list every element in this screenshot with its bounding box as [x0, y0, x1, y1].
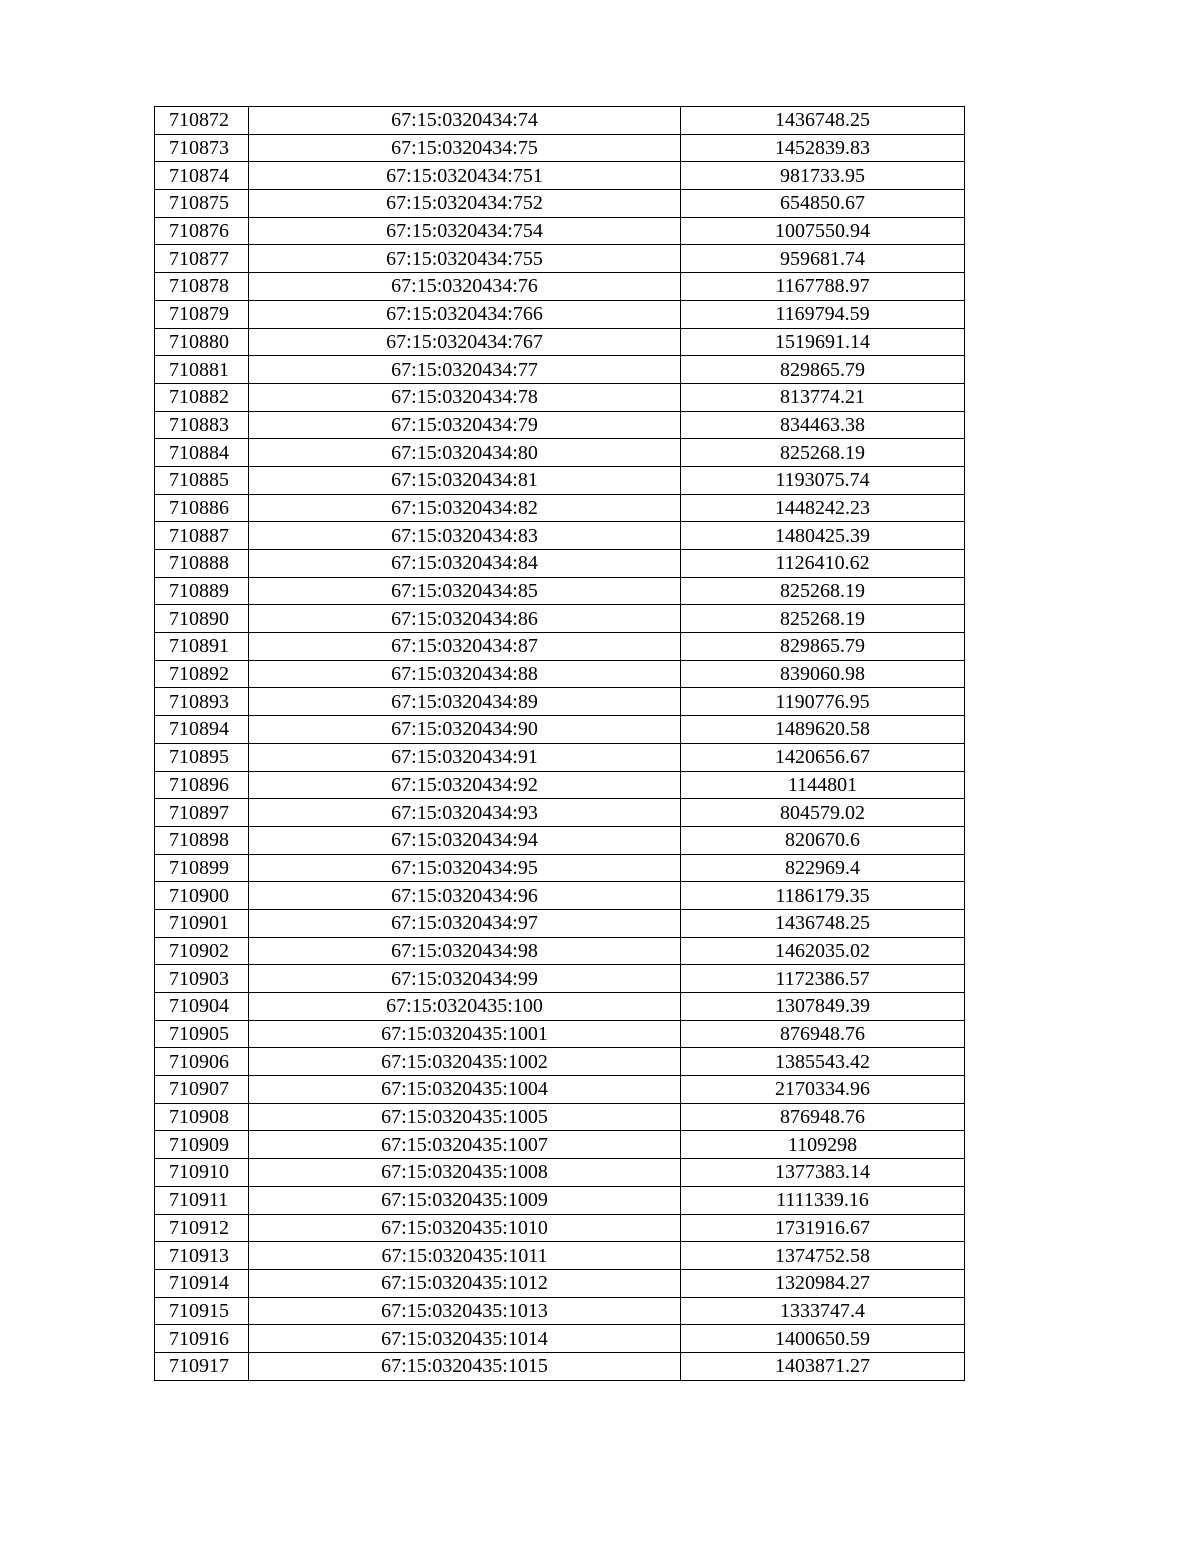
- cadastral-number-cell: 67:15:0320435:1010: [249, 1214, 681, 1242]
- table-row: [155, 716, 965, 744]
- table-row: [155, 1269, 965, 1297]
- cadastral-number-cell: 67:15:0320434:76: [249, 273, 681, 301]
- table-row: [155, 799, 965, 827]
- cadastral-number-cell: 67:15:0320434:88: [249, 660, 681, 688]
- table-row: [155, 356, 965, 384]
- table-row: [155, 162, 965, 190]
- table-row: [155, 1242, 965, 1270]
- cadastral-number-cell: 67:15:0320434:79: [249, 411, 681, 439]
- cadastral-number-cell: 67:15:0320434:78: [249, 383, 681, 411]
- row-number-cell: 710901: [155, 909, 249, 937]
- row-number-cell: 710915: [155, 1297, 249, 1325]
- cadastral-number-cell: 67:15:0320434:766: [249, 300, 681, 328]
- value-cell: 1126410.62: [681, 550, 965, 578]
- value-cell: 1436748.25: [681, 909, 965, 937]
- row-number-cell: 710899: [155, 854, 249, 882]
- row-number-cell: 710882: [155, 383, 249, 411]
- cadastral-number-cell: 67:15:0320434:752: [249, 190, 681, 218]
- cadastral-number-cell: 67:15:0320434:90: [249, 716, 681, 744]
- row-number-cell: 710898: [155, 826, 249, 854]
- table-row: [155, 273, 965, 301]
- cadastral-number-cell: 67:15:0320434:98: [249, 937, 681, 965]
- row-number-cell: 710875: [155, 190, 249, 218]
- table-row: [155, 134, 965, 162]
- table-row: [155, 1076, 965, 1104]
- cadastral-number-cell: 67:15:0320434:95: [249, 854, 681, 882]
- row-number-cell: 710885: [155, 466, 249, 494]
- value-cell: 829865.79: [681, 356, 965, 384]
- cadastral-number-cell: 67:15:0320435:1007: [249, 1131, 681, 1159]
- value-cell: 1144801: [681, 771, 965, 799]
- value-cell: 1731916.67: [681, 1214, 965, 1242]
- cadastral-number-cell: 67:15:0320435:1001: [249, 1020, 681, 1048]
- cadastral-number-cell: 67:15:0320434:86: [249, 605, 681, 633]
- table-row: [155, 1352, 965, 1380]
- value-cell: 1452839.83: [681, 134, 965, 162]
- cadastral-number-cell: 67:15:0320434:96: [249, 882, 681, 910]
- table-row: [155, 190, 965, 218]
- table-row: [155, 577, 965, 605]
- row-number-cell: 710906: [155, 1048, 249, 1076]
- row-number-cell: 710874: [155, 162, 249, 190]
- cadastral-number-cell: 67:15:0320434:80: [249, 439, 681, 467]
- table-row: [155, 383, 965, 411]
- cadastral-number-cell: 67:15:0320435:1013: [249, 1297, 681, 1325]
- value-cell: 1172386.57: [681, 965, 965, 993]
- table-row: [155, 300, 965, 328]
- value-cell: 834463.38: [681, 411, 965, 439]
- cadastral-number-cell: 67:15:0320435:1011: [249, 1242, 681, 1270]
- row-number-cell: 710917: [155, 1352, 249, 1380]
- table-row: [155, 217, 965, 245]
- row-number-cell: 710916: [155, 1325, 249, 1353]
- table-row: [155, 743, 965, 771]
- row-number-cell: 710886: [155, 494, 249, 522]
- row-number-cell: 710896: [155, 771, 249, 799]
- value-cell: 829865.79: [681, 633, 965, 661]
- value-cell: 1462035.02: [681, 937, 965, 965]
- value-cell: 959681.74: [681, 245, 965, 273]
- value-cell: 822969.4: [681, 854, 965, 882]
- value-cell: 1489620.58: [681, 716, 965, 744]
- cadastral-number-cell: 67:15:0320435:100: [249, 993, 681, 1021]
- value-cell: 1307849.39: [681, 993, 965, 1021]
- row-number-cell: 710910: [155, 1159, 249, 1187]
- table-row: [155, 854, 965, 882]
- row-number-cell: 710884: [155, 439, 249, 467]
- cadastral-number-cell: 67:15:0320435:1012: [249, 1269, 681, 1297]
- table-row: [155, 826, 965, 854]
- table-row: [155, 771, 965, 799]
- row-number-cell: 710902: [155, 937, 249, 965]
- table-row: [155, 1297, 965, 1325]
- cadastral-number-cell: 67:15:0320434:751: [249, 162, 681, 190]
- cadastral-number-cell: 67:15:0320434:81: [249, 466, 681, 494]
- row-number-cell: 710890: [155, 605, 249, 633]
- value-cell: 1111339.16: [681, 1186, 965, 1214]
- table-row: [155, 245, 965, 273]
- cadastral-number-cell: 67:15:0320434:84: [249, 550, 681, 578]
- table-row: [155, 909, 965, 937]
- row-number-cell: 710907: [155, 1076, 249, 1104]
- value-cell: 1448242.23: [681, 494, 965, 522]
- row-number-cell: 710897: [155, 799, 249, 827]
- value-cell: 1374752.58: [681, 1242, 965, 1270]
- row-number-cell: 710891: [155, 633, 249, 661]
- table-row: [155, 1186, 965, 1214]
- cadastral-number-cell: 67:15:0320434:82: [249, 494, 681, 522]
- table-row: [155, 328, 965, 356]
- row-number-cell: 710888: [155, 550, 249, 578]
- cadastral-number-cell: 67:15:0320434:83: [249, 522, 681, 550]
- row-number-cell: 710911: [155, 1186, 249, 1214]
- value-cell: 1007550.94: [681, 217, 965, 245]
- table-row: [155, 965, 965, 993]
- value-cell: 1190776.95: [681, 688, 965, 716]
- table-row: [155, 1159, 965, 1187]
- row-number-cell: 710903: [155, 965, 249, 993]
- table-row: [155, 1048, 965, 1076]
- value-cell: 876948.76: [681, 1020, 965, 1048]
- table-row: [155, 1131, 965, 1159]
- value-cell: 1420656.67: [681, 743, 965, 771]
- table-body: [155, 107, 965, 1381]
- value-cell: 2170334.96: [681, 1076, 965, 1104]
- table-row: [155, 439, 965, 467]
- table-row: [155, 1020, 965, 1048]
- value-cell: 804579.02: [681, 799, 965, 827]
- row-number-cell: 710877: [155, 245, 249, 273]
- table-row: [155, 633, 965, 661]
- value-cell: 1320984.27: [681, 1269, 965, 1297]
- value-cell: 813774.21: [681, 383, 965, 411]
- value-cell: 1519691.14: [681, 328, 965, 356]
- cadastral-number-cell: 67:15:0320434:92: [249, 771, 681, 799]
- value-cell: 1333747.4: [681, 1297, 965, 1325]
- table-row: [155, 107, 965, 135]
- row-number-cell: 710883: [155, 411, 249, 439]
- table-row: [155, 411, 965, 439]
- row-number-cell: 710913: [155, 1242, 249, 1270]
- cadastral-number-cell: 67:15:0320435:1015: [249, 1352, 681, 1380]
- row-number-cell: 710909: [155, 1131, 249, 1159]
- value-cell: 1167788.97: [681, 273, 965, 301]
- table-row: [155, 937, 965, 965]
- cadastral-number-cell: 67:15:0320435:1009: [249, 1186, 681, 1214]
- row-number-cell: 710908: [155, 1103, 249, 1131]
- cadastral-number-cell: 67:15:0320434:89: [249, 688, 681, 716]
- row-number-cell: 710893: [155, 688, 249, 716]
- value-cell: 820670.6: [681, 826, 965, 854]
- value-cell: 981733.95: [681, 162, 965, 190]
- cadastral-number-cell: 67:15:0320434:767: [249, 328, 681, 356]
- cadastral-number-cell: 67:15:0320435:1008: [249, 1159, 681, 1187]
- cadastral-number-cell: 67:15:0320434:91: [249, 743, 681, 771]
- cadastral-number-cell: 67:15:0320434:85: [249, 577, 681, 605]
- value-cell: 1400650.59: [681, 1325, 965, 1353]
- table-row: [155, 1214, 965, 1242]
- row-number-cell: 710895: [155, 743, 249, 771]
- cadastral-number-cell: 67:15:0320434:74: [249, 107, 681, 135]
- cadastral-number-cell: 67:15:0320435:1002: [249, 1048, 681, 1076]
- cadastral-number-cell: 67:15:0320434:77: [249, 356, 681, 384]
- table-row: [155, 466, 965, 494]
- cadastral-number-cell: 67:15:0320434:97: [249, 909, 681, 937]
- table-row: [155, 1103, 965, 1131]
- cadastral-number-cell: 67:15:0320434:75: [249, 134, 681, 162]
- table-row: [155, 1325, 965, 1353]
- cadastral-number-cell: 67:15:0320434:94: [249, 826, 681, 854]
- value-cell: 1109298: [681, 1131, 965, 1159]
- row-number-cell: 710889: [155, 577, 249, 605]
- value-cell: 825268.19: [681, 605, 965, 633]
- value-cell: 1403871.27: [681, 1352, 965, 1380]
- value-cell: 1169794.59: [681, 300, 965, 328]
- row-number-cell: 710879: [155, 300, 249, 328]
- row-number-cell: 710887: [155, 522, 249, 550]
- cadastral-number-cell: 67:15:0320434:87: [249, 633, 681, 661]
- value-cell: 839060.98: [681, 660, 965, 688]
- row-number-cell: 710881: [155, 356, 249, 384]
- cadastral-number-cell: 67:15:0320435:1005: [249, 1103, 681, 1131]
- cadastral-number-cell: 67:15:0320435:1014: [249, 1325, 681, 1353]
- table-row: [155, 993, 965, 1021]
- value-cell: 1480425.39: [681, 522, 965, 550]
- row-number-cell: 710914: [155, 1269, 249, 1297]
- row-number-cell: 710880: [155, 328, 249, 356]
- row-number-cell: 710878: [155, 273, 249, 301]
- row-number-cell: 710873: [155, 134, 249, 162]
- row-number-cell: 710872: [155, 107, 249, 135]
- row-number-cell: 710894: [155, 716, 249, 744]
- table-row: [155, 522, 965, 550]
- table-row: [155, 550, 965, 578]
- row-number-cell: 710905: [155, 1020, 249, 1048]
- cadastral-number-cell: 67:15:0320435:1004: [249, 1076, 681, 1104]
- table-row: [155, 882, 965, 910]
- row-number-cell: 710892: [155, 660, 249, 688]
- value-cell: 876948.76: [681, 1103, 965, 1131]
- row-number-cell: 710912: [155, 1214, 249, 1242]
- table-row: [155, 660, 965, 688]
- row-number-cell: 710904: [155, 993, 249, 1021]
- table-row: [155, 688, 965, 716]
- value-cell: 825268.19: [681, 439, 965, 467]
- row-number-cell: 710876: [155, 217, 249, 245]
- table-row: [155, 605, 965, 633]
- cadastral-number-cell: 67:15:0320434:99: [249, 965, 681, 993]
- value-cell: 825268.19: [681, 577, 965, 605]
- value-cell: 1377383.14: [681, 1159, 965, 1187]
- value-cell: 1436748.25: [681, 107, 965, 135]
- cadastral-number-cell: 67:15:0320434:93: [249, 799, 681, 827]
- value-cell: 654850.67: [681, 190, 965, 218]
- value-cell: 1385543.42: [681, 1048, 965, 1076]
- cadastral-number-cell: 67:15:0320434:754: [249, 217, 681, 245]
- value-cell: 1186179.35: [681, 882, 965, 910]
- value-cell: 1193075.74: [681, 466, 965, 494]
- row-number-cell: 710900: [155, 882, 249, 910]
- cadastral-number-cell: 67:15:0320434:755: [249, 245, 681, 273]
- table-row: [155, 494, 965, 522]
- cadastral-value-table: [154, 106, 965, 1381]
